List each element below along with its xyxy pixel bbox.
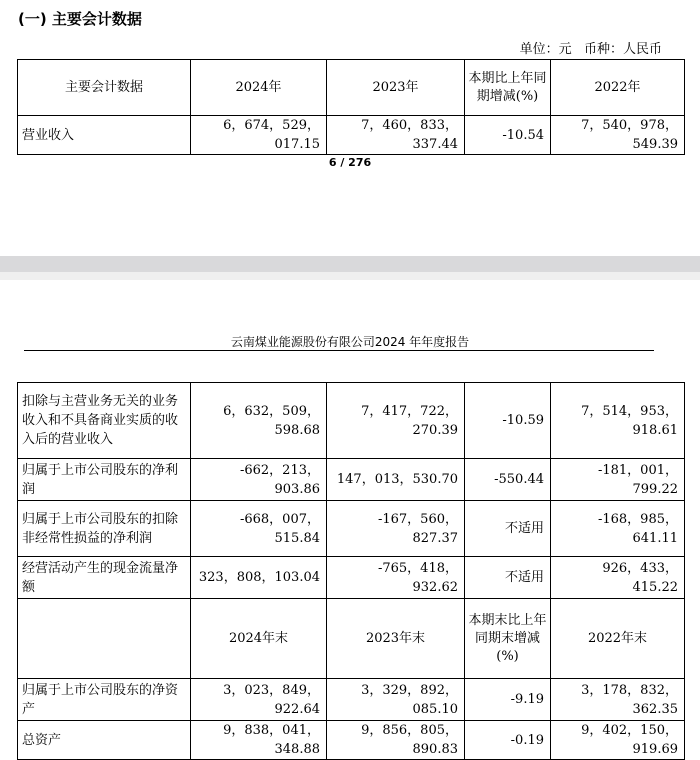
value-2022: 7，540，978，549.39 bbox=[551, 116, 685, 155]
page-gap-shadow bbox=[0, 272, 700, 280]
value-change: 不适用 bbox=[465, 501, 551, 557]
value-2024: 323，808，103.04 bbox=[191, 557, 327, 599]
subheader-2023-end: 2023年末 bbox=[327, 599, 465, 679]
row-label: 经营活动产生的现金流量净额 bbox=[18, 557, 191, 599]
value-change: -0.19 bbox=[465, 721, 551, 760]
accounting-data-table-top bbox=[17, 59, 685, 155]
value-change: 不适用 bbox=[465, 557, 551, 599]
value-2022: 926，433，415.22 bbox=[551, 557, 685, 599]
unit-currency-note: 单位：元 币种：人民币 bbox=[519, 42, 662, 57]
header-item: 主要会计数据 bbox=[18, 60, 191, 116]
value-change: -550.44 bbox=[465, 459, 551, 501]
header-2022: 2022年 bbox=[551, 60, 685, 116]
value-2022: -168，985，641.11 bbox=[551, 501, 685, 557]
subheader-blank bbox=[18, 599, 191, 679]
row-label: 归属于上市公司股东的扣除非经常性损益的净利润 bbox=[18, 501, 191, 557]
row-label: 总资产 bbox=[18, 721, 191, 760]
row-label: 营业收入 bbox=[18, 116, 191, 155]
table-row bbox=[18, 383, 685, 459]
value-2022: -181，001，799.22 bbox=[551, 459, 685, 501]
header-2024: 2024年 bbox=[191, 60, 327, 116]
value-change: -10.54 bbox=[465, 116, 551, 155]
header-2023: 2023年 bbox=[327, 60, 465, 116]
table-row bbox=[18, 679, 685, 721]
value-2022: 3，178，832，362.35 bbox=[551, 679, 685, 721]
value-2024: 6，632，509，598.68 bbox=[191, 383, 327, 459]
value-2023: 147，013，530.70 bbox=[327, 459, 465, 501]
value-2023: -167，560，827.37 bbox=[327, 501, 465, 557]
value-2024: 6，674，529，017.15 bbox=[191, 116, 327, 155]
table-row bbox=[18, 459, 685, 501]
page-number: 6 / 276 bbox=[328, 156, 372, 169]
value-2024: -662，213，903.86 bbox=[191, 459, 327, 501]
table-row bbox=[18, 721, 685, 760]
value-2023: 7，460，833，337.44 bbox=[327, 116, 465, 155]
value-2023: 3，329，892，085.10 bbox=[327, 679, 465, 721]
subheader-2024-end: 2024年末 bbox=[191, 599, 327, 679]
value-change: -9.19 bbox=[465, 679, 551, 721]
row-label: 归属于上市公司股东的净资产 bbox=[18, 679, 191, 721]
value-2023: -765，418，932.62 bbox=[327, 557, 465, 599]
table-row bbox=[18, 557, 685, 599]
value-2024: 3，023，849，922.64 bbox=[191, 679, 327, 721]
sub-header-row bbox=[18, 599, 685, 679]
page-gap bbox=[0, 256, 700, 272]
row-label: 归属于上市公司股东的净利润 bbox=[18, 459, 191, 501]
subheader-2022-end: 2022年末 bbox=[551, 599, 685, 679]
report-header: 云南煤业能源股份有限公司2024 年年度报告 bbox=[230, 335, 470, 349]
row-label: 扣除与主营业务无关的业务收入和不具备商业实质的收入后的营业收入 bbox=[18, 383, 191, 459]
section-title: (一) 主要会计数据 bbox=[18, 10, 142, 28]
header-change: 本期比上年同期增减(%) bbox=[465, 60, 551, 116]
value-2023: 9，856，805，890.83 bbox=[327, 721, 465, 760]
table-row bbox=[18, 501, 685, 557]
value-2022: 9，402，150，919.69 bbox=[551, 721, 685, 760]
accounting-data-table-continued bbox=[17, 382, 685, 760]
value-2024: -668，007，515.84 bbox=[191, 501, 327, 557]
header-rule bbox=[24, 350, 654, 351]
subheader-change: 本期末比上年同期末增减(%) bbox=[465, 599, 551, 679]
value-2022: 7，514，953，918.61 bbox=[551, 383, 685, 459]
value-change: -10.59 bbox=[465, 383, 551, 459]
value-2023: 7，417，722，270.39 bbox=[327, 383, 465, 459]
table-row bbox=[18, 116, 685, 155]
value-2024: 9，838，041，348.88 bbox=[191, 721, 327, 760]
